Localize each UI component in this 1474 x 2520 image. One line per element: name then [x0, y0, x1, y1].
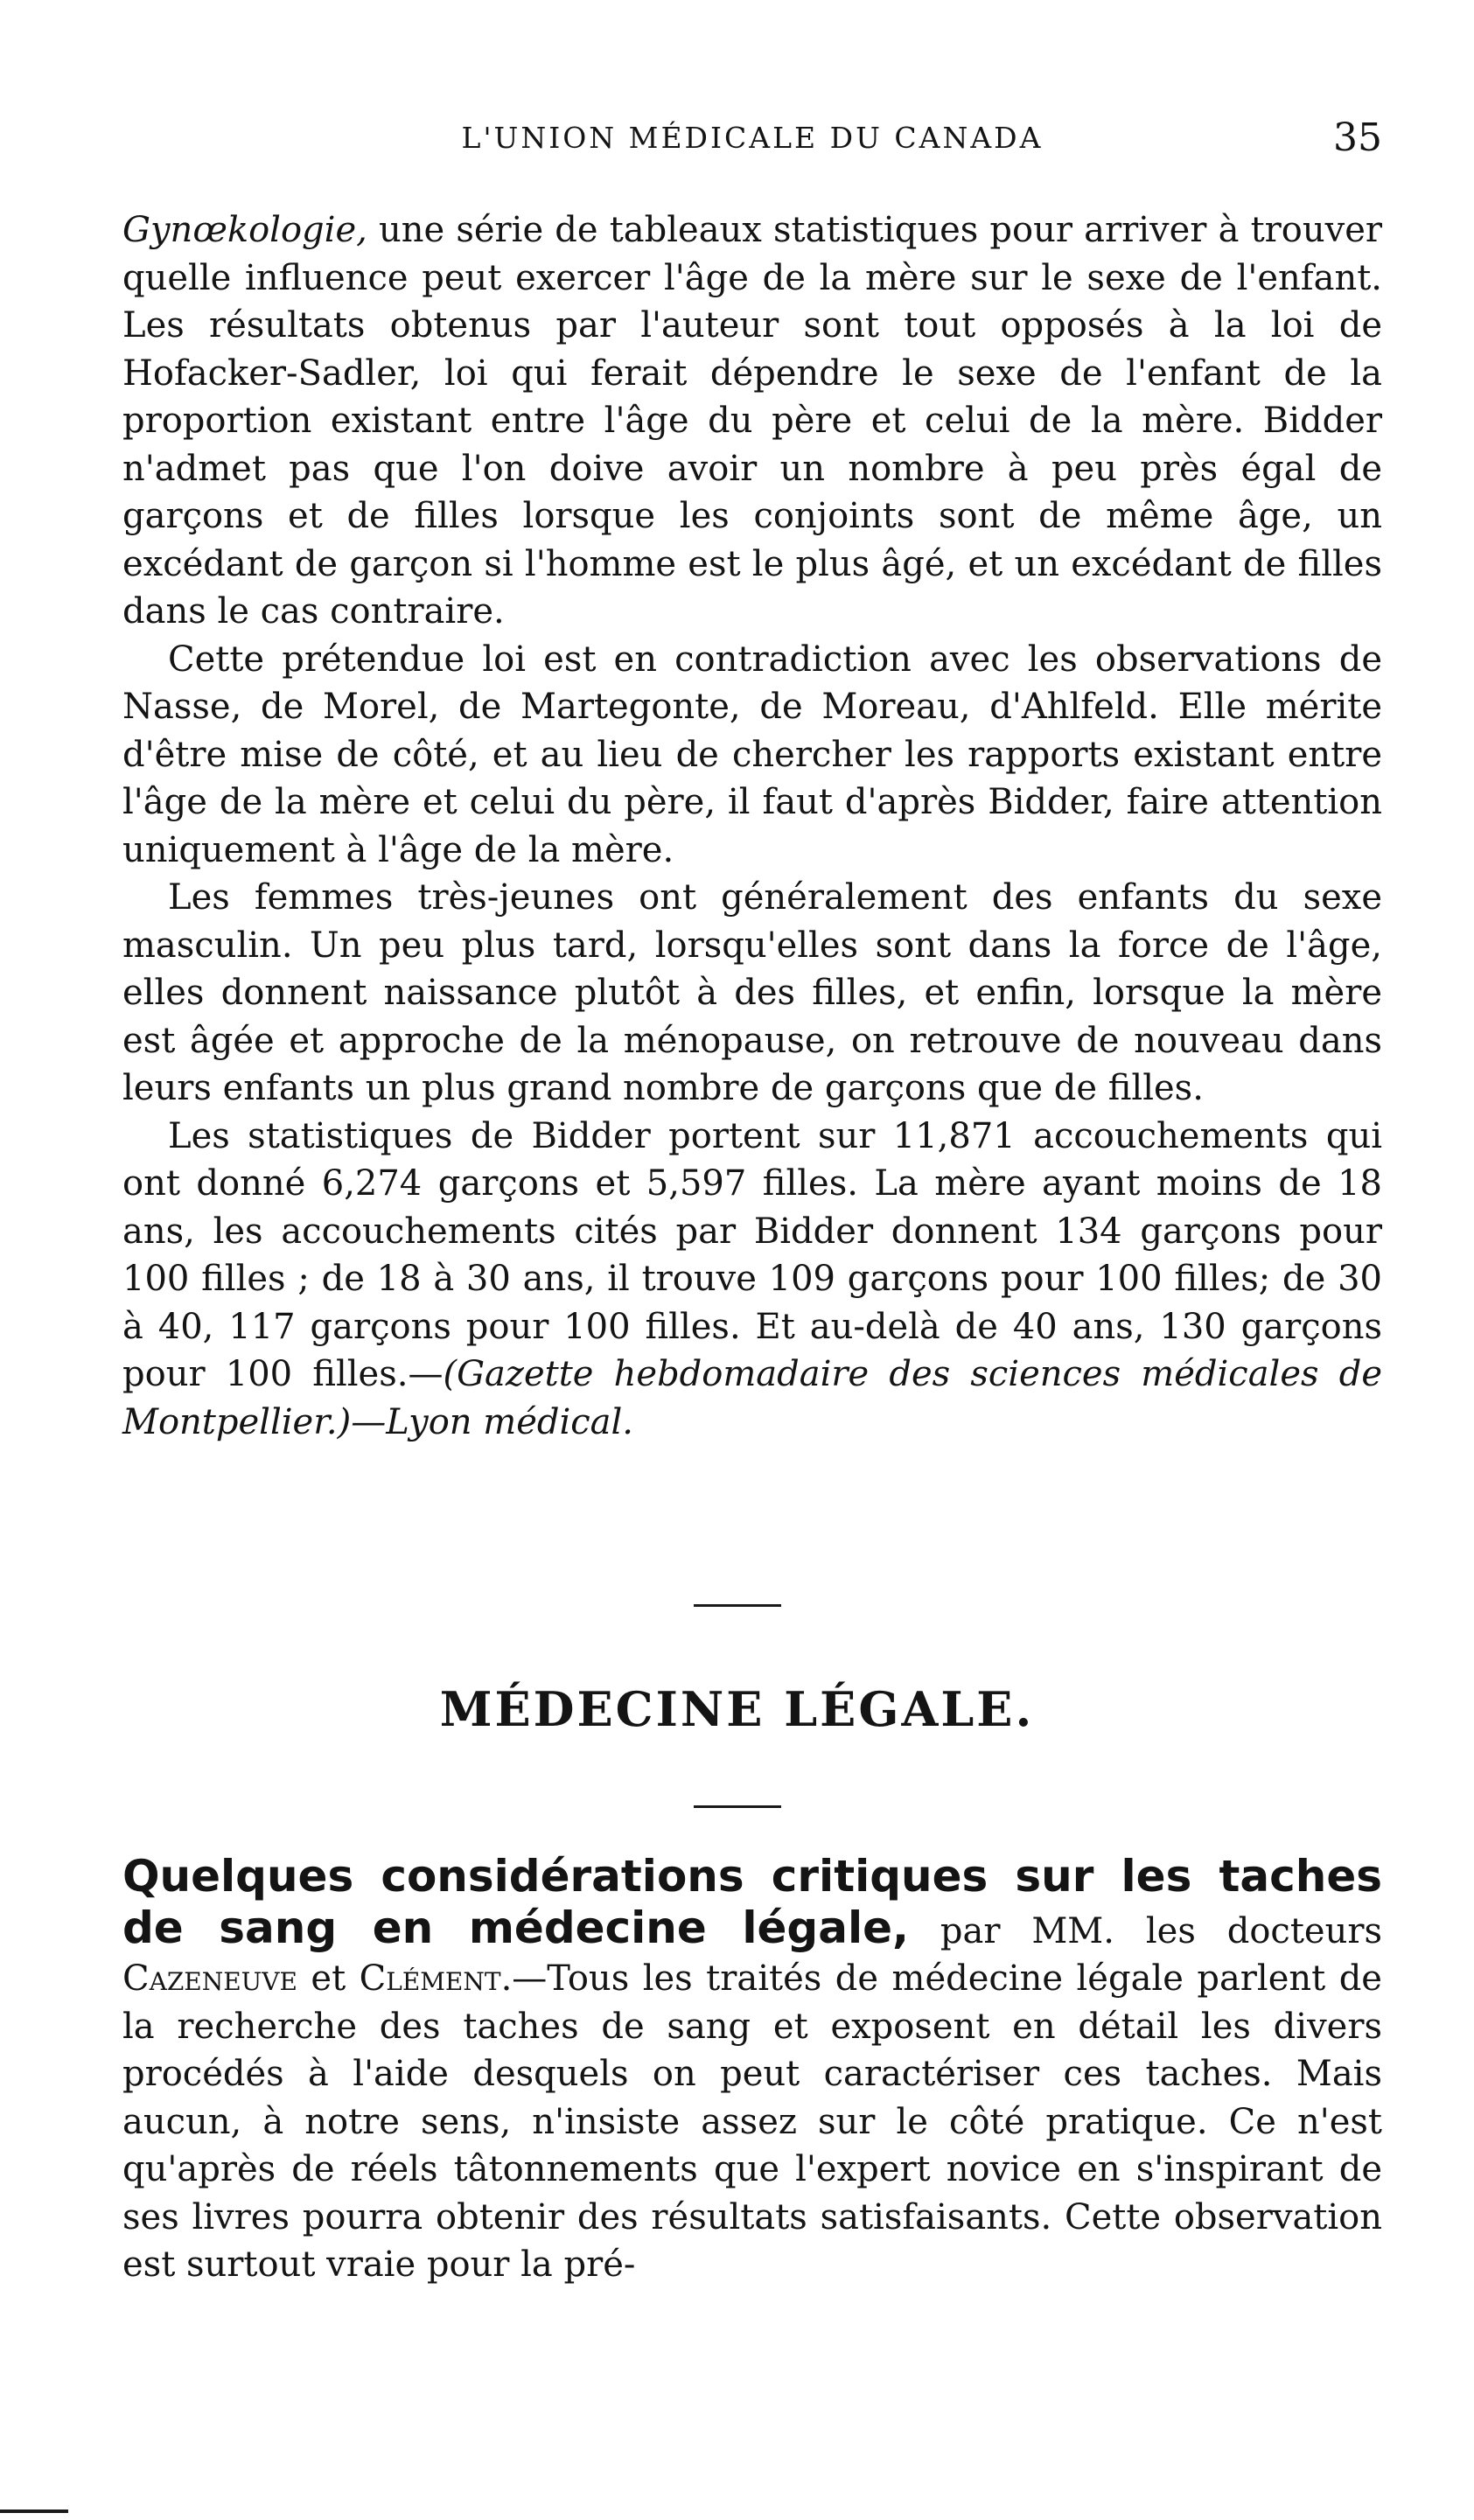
paragraph-2: Cette prétendue loi est en contradiction avec les observations de Nasse, de Morel, de Martegonte, de Moreau, d'Ahlfeld. Elle mérite d'être mise de côté, et au lieu de chercher les rapports existant entre l'âge de la mère et celui du père, il faut d'après Bidder, faire attention uniquement à l'âge de la mère.: [122, 639, 1382, 870]
author-2: Clément: [359, 1958, 501, 1999]
article-title: Quelques considérations critiques sur les taches de sang en médecine légale,: [122, 1851, 1382, 1953]
page-number: 35: [1333, 115, 1382, 160]
article-continuation: [122, 206, 1382, 1446]
separator-rule-bottom: [0, 1805, 1474, 1808]
separator-rule-top: [0, 1604, 1474, 1607]
running-title: L'UNION MÉDICALE DU CANADA: [461, 121, 1044, 155]
paragraph-4-text: Les statistiques de Bidder portent sur 11,871 accouchements qui ont donné 6,274 garçons et 5,597 filles. La mère ayant moins de 18 ans, les accouchements cités par Bidder donnent 134 garçons pour 100 filles ; de 18 à 30 ans, il trouve 109 garçons pour 100 filles; de 30 à 40, 117 garçons pour 100 filles. Et au-delà de 40 ans, 130 garçons pour 100 filles.—: [122, 1115, 1382, 1394]
paragraph-3: Les femmes très-jeunes ont généralement des enfants du sexe masculin. Un peu plus tard, lorsqu'elles sont dans la force de l'âge, elles donnent naissance plutôt à des filles, et enfin, lorsque la mère est âgée et approche de la ménopause, on retrouve de nouveau dans leurs enfants un plus grand nombre de garçons que de filles.: [122, 877, 1382, 1108]
article-conjunction: et: [297, 1958, 360, 1999]
citation: (Gazette hebdomadaire des sciences médicales de Montpellier.)—Lyon médical.: [122, 1354, 1383, 1442]
paragraph-1-text: une série de tableaux statistiques pour arriver à trouver quelle influence peut exercer l'âge de la mère sur le sexe de l'enfant. Les résultats obtenus par l'auteur sont tout opposés à la loi de Hofacker-Sadler, loi qui ferait dépendre le sexe de l'enfant de la proportion existant entre l'âge du père et celui de la mère. Bidder n'admet pas que l'on doive avoir un nombre à peu près égal de garçons et de filles lorsque les conjoints sont de même âge, un excédant de garçon si l'homme est le plus âgé, et un excédant de filles dans le cas contraire.: [122, 210, 1382, 632]
article-byline: par MM. les docteurs: [909, 1910, 1382, 1951]
paragraph-4: [122, 1113, 1382, 1447]
article-body: .—Tous les traités de médecine légale parlent de la recherche des taches de sang et exposent en détail les divers procédés à l'aide desquels on peut caractériser ces taches. Mais aucun, à notre sens, n'insiste assez sur le côté pratique. Ce n'est qu'après de réels tâtonnements que l'expert novice en s'inspirant de ses livres pourra obtenir des résultats satisfaisants. Cette observation est surtout vraie pour la pré-: [122, 1958, 1382, 2285]
author-1: Cazeneuve: [122, 1958, 297, 1999]
article-paragraph: [122, 1853, 1382, 2289]
paragraph-1: [122, 206, 1382, 636]
section-title: MÉDECINE LÉGALE.: [439, 1681, 1035, 1737]
page-header: [122, 115, 1382, 173]
article-medecine-legale: [122, 1853, 1382, 2289]
footer-rule: [0, 2510, 68, 2513]
paragraph-1-lead: Gynœkologie,: [122, 210, 367, 250]
